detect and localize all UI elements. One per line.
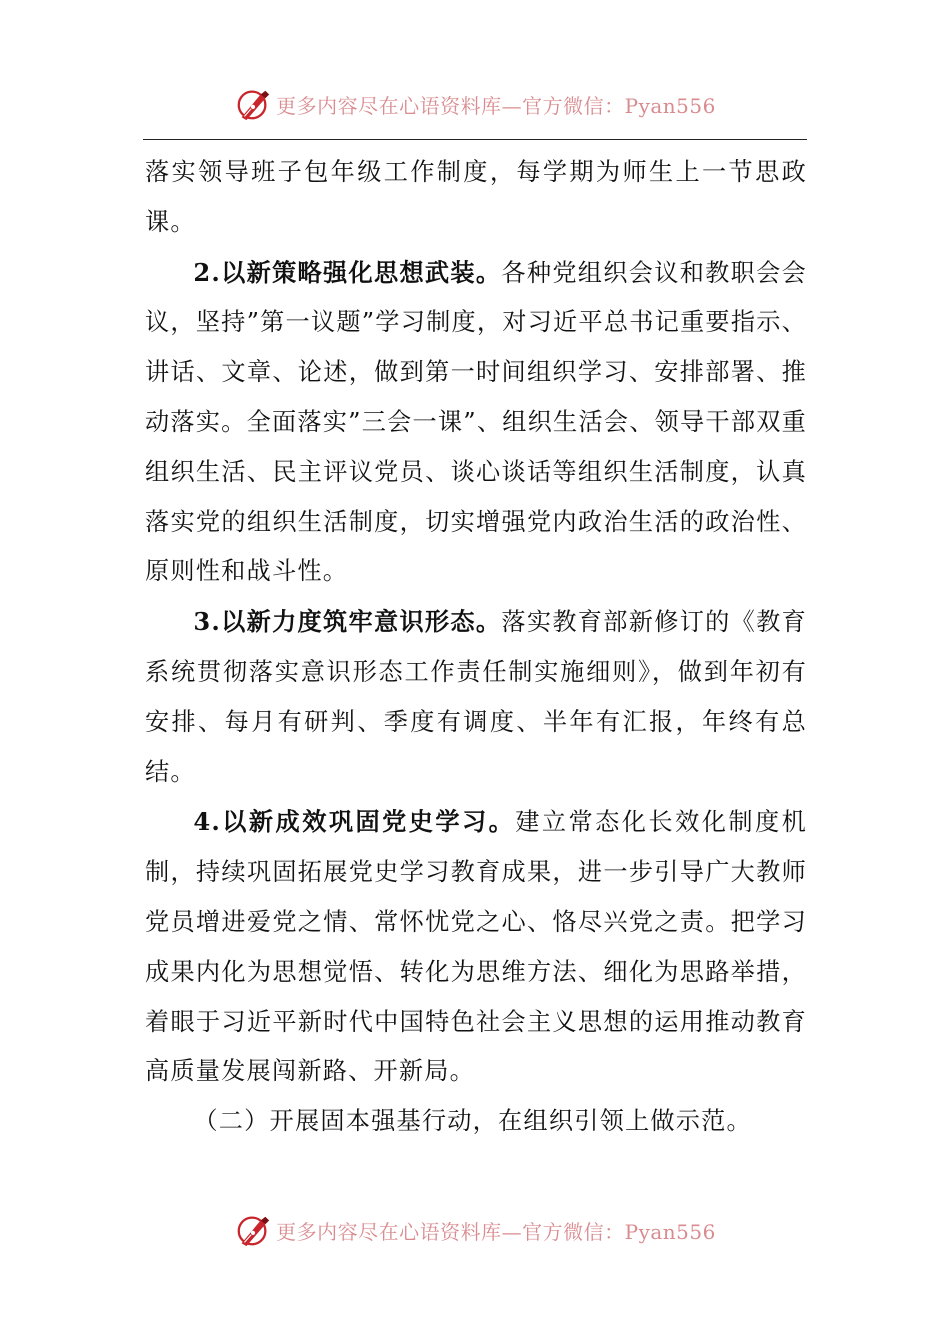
footer-watermark-banner xyxy=(0,1208,950,1252)
section-heading-2: （二）开展固本强基行动，在组织引领上做示范。 xyxy=(193,1107,752,1136)
paragraph-continued: 落实领导班子包年级工作制度，每学期为师生上一节思政课。 xyxy=(145,158,807,236)
pen-nib-circle-icon xyxy=(234,85,272,123)
footer-watermark-text: 更多内容尽在心语资料库—官方微信：Pyan556 xyxy=(276,1219,716,1244)
paragraph-4 xyxy=(145,797,807,1097)
paragraph-4-heading: 4.以新成效巩固党史学习。 xyxy=(193,807,516,837)
paragraph-4-text: 建立常态化长效化制度机制，持续巩固拓展党史学习教育成果，进一步引导广大教师党员增进爱党之情、常怀忧党之心、恪尽兴党之责。把学习成果内化为思想觉悟、转化为思维方法、细化为思路举措，着眼于习近平新时代中国特色社会主义思想的运用推动教育高质量发展闯新路、开新局。 xyxy=(145,808,807,1086)
paragraph-2 xyxy=(145,248,807,598)
paragraph-2-heading: 2.以新策略强化思想武装。 xyxy=(193,257,502,287)
header-divider xyxy=(143,139,807,140)
header-watermark-text: 更多内容尽在心语资料库—官方微信：Pyan556 xyxy=(276,93,716,118)
paragraph-3-heading: 3.以新力度筑牢意识形态。 xyxy=(193,607,502,637)
paragraph-3-text: 落实教育部新修订的《教育系统贯彻落实意识形态工作责任制实施细则》，做到年初有安排、每月有研判、季度有调度、半年有汇报，年终有总结。 xyxy=(145,608,807,786)
pen-nib-circle-icon xyxy=(234,1211,272,1249)
header-watermark-banner xyxy=(0,82,950,126)
paragraph-3 xyxy=(145,597,807,797)
document-body xyxy=(145,148,807,1147)
paragraph-2-text: 各种党组织会议和教职会会议，坚持”第一议题”学习制度，对习近平总书记重要指示、讲话、文章、论述，做到第一时间组织学习、安排部署、推动落实。全面落实”三会一课”、组织生活会、领导干部双重组织生活、民主评议党员、谈心谈话等组织生活制度，认真落实党的组织生活制度，切实增强党内政治生活的政治性、原则性和战斗性。 xyxy=(145,258,807,586)
